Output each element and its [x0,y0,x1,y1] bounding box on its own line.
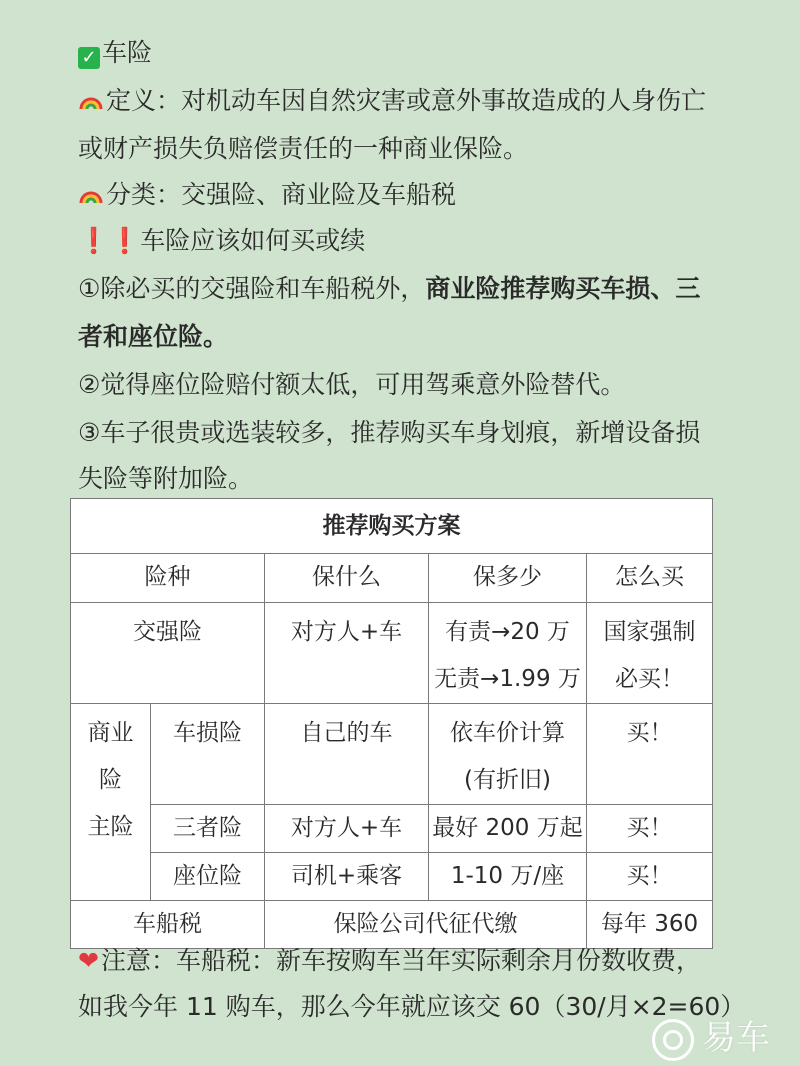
row-amount: 1-10 万/座 [429,853,587,901]
point-1-line-2: 者和座位险。 [78,322,229,351]
row-coverage: 司机+乘客 [265,853,429,901]
recommended-plan-table [70,498,713,949]
table-row [71,853,713,901]
table-row [71,805,713,853]
exclamation-icon: ❗❗ [78,226,141,255]
how-to-buy-heading: ❗❗车险应该如何买或续 [78,226,366,255]
row-amount: 最好 200 万起 [429,805,587,853]
table-row [71,704,713,805]
tax-name: 车船税 [71,901,265,949]
row-name: 三者险 [151,805,265,853]
row-how: 买！ [587,805,713,853]
table-title: 推荐购买方案 [71,499,713,554]
rainbow-icon [78,185,104,205]
definition-line-1: 定义：对机动车因自然灾害或意外事故造成的人身伤亡 [78,84,706,118]
yiche-logo-icon [652,1019,694,1061]
header-how: 怎么买 [587,554,713,603]
watermark: 易车 [652,1010,770,1061]
note-line-2: 如我今年 11 购车，那么今年就应该交 60（30/月×2=60） [78,992,746,1021]
header-amount: 保多少 [429,554,587,603]
commercial-group-label: 商业 险 主险 [71,704,151,901]
point-3-line-2: 失险等附加险。 [78,464,254,493]
jqx-amount: 有责→20 万 无责→1.99 万 [429,603,587,704]
heading-car-insurance: ✓ 车险 [78,36,152,70]
point-1-line-1: ①除必买的交强险和车船税外，商业险推荐购买车损、三 [78,274,701,303]
header-type: 险种 [71,554,265,603]
note-line-1: ❤注意：车船税：新车按购车当年实际剩余月份数收费， [78,946,701,975]
point-2-line: ②觉得座位险赔付额太低，可用驾乘意外险替代。 [78,370,626,399]
definition-line-2: 或财产损失负赔偿责任的一种商业保险。 [78,134,529,163]
jqx-name: 交强险 [71,603,265,704]
rainbow-icon [78,91,104,111]
row-how: 买！ [587,704,713,805]
row-coverage: 对方人+车 [265,805,429,853]
table-row-tax [71,901,713,949]
header-coverage: 保什么 [265,554,429,603]
row-amount: 依车价计算 (有折旧) [429,704,587,805]
jqx-how: 国家强制 必买！ [587,603,713,704]
row-coverage: 自己的车 [265,704,429,805]
row-how: 买！ [587,853,713,901]
jqx-coverage: 对方人+车 [265,603,429,704]
row-name: 座位险 [151,853,265,901]
tax-how: 每年 360 [587,901,713,949]
heart-icon: ❤ [78,946,99,975]
tax-coverage: 保险公司代征代缴 [265,901,587,949]
check-icon: ✓ [78,47,100,69]
category-line: 分类：交强险、商业险及车船税 [78,178,456,212]
table-row-jqx [71,603,713,704]
point-3-line-1: ③车子很贵或选装较多，推荐购买车身划痕，新增设备损 [78,418,701,447]
row-name: 车损险 [151,704,265,805]
